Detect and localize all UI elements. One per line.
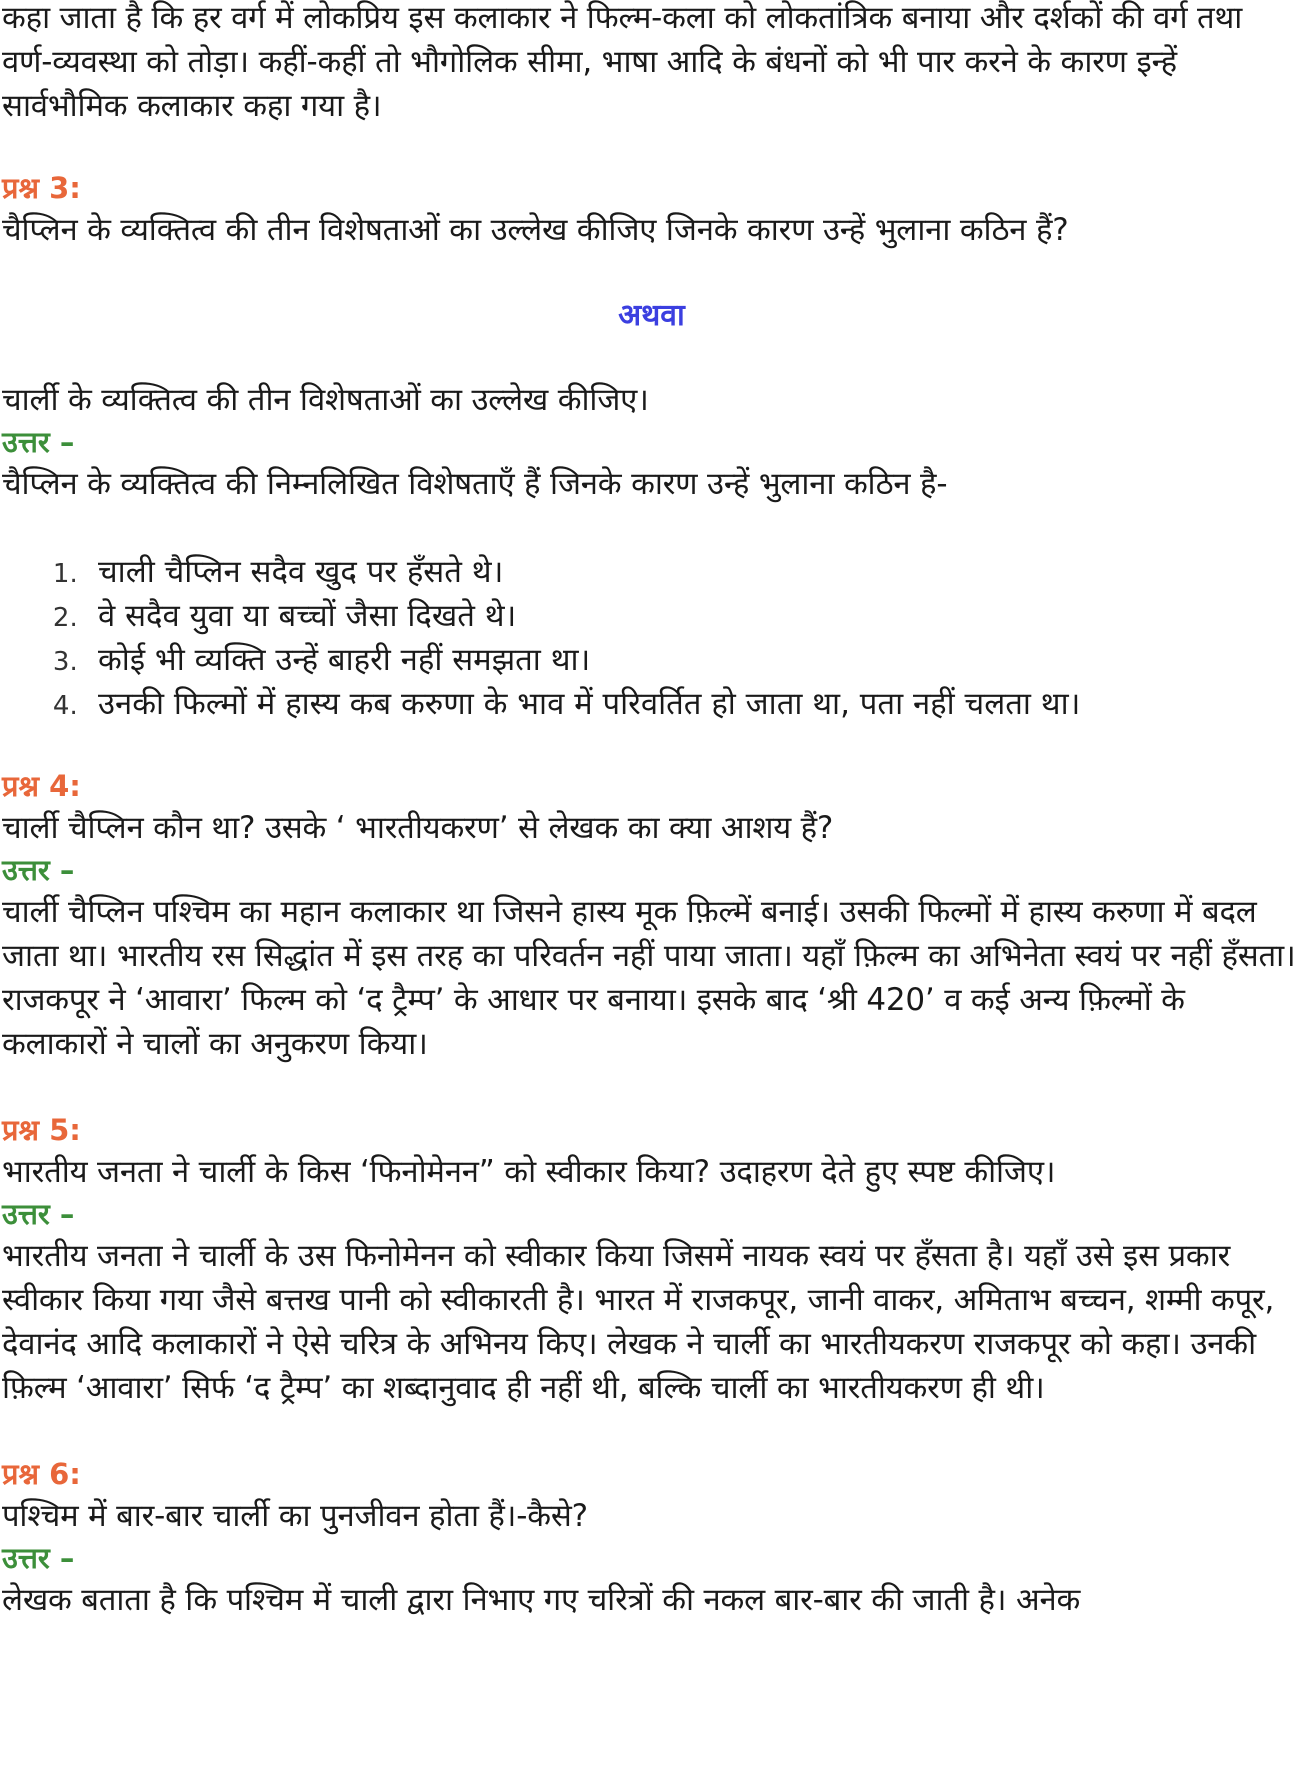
list-item: 1. चाली चैप्लिन सदैव खुद पर हँसते थे। [86,550,1299,594]
answer-6-text: लेखक बताता है कि पश्चिम में चाली द्वारा निभाए गए चरित्रों की नकल बार-बार की जाती है। अनेक [2,1582,1081,1618]
intro-paragraph: कहा जाता है कि हर वर्ग में लोकप्रिय इस कलाकार ने फिल्म-कला को लोकतांत्रिक बनाया और दर्शकों की वर्ग तथा वर्ण-व्यवस्था को तोड़ा। कहीं-कहीं तो भौगोलिक सीमा, भाषा आदि के बंधनों को भी पार करने के कारण इन्हें सार्वभौमिक कलाकार कहा गया है। [2,0,1243,124]
question-3-text: चैप्लिन के व्यक्तित्व की तीन विशेषताओं का उल्लेख कीजिए जिनके कारण उन्हें भुलाना कठिन हैं? [2,212,1069,248]
question-5-text: भारतीय जनता ने चार्ली के किस ‘फिनोमेनन” को स्वीकार किया? उदाहरण देते हुए स्पष्ट कीजिए। [2,1154,1056,1190]
question-6-label: प्रश्न 6: [2,1457,81,1491]
answer-6-label: उत्तर – [2,1541,75,1575]
answer-3-label: उत्तर – [2,425,75,459]
answer-4-label: उत्तर – [2,853,75,887]
answer-5-label: उत्तर – [2,1197,75,1231]
list-item: 3. कोई भी व्यक्ति उन्हें बाहरी नहीं समझता था। [86,638,1299,682]
answer-4-text: चार्ली चैप्लिन पश्चिम का महान कलाकार था जिसने हास्य मूक फ़िल्में बनाई। उसकी फिल्मों में हास्य करुणा में बदल जाता था। भारतीय रस सिद्धांत में इस तरह का परिवर्तन नहीं पाया जाता। यहाँ फ़िल्म का अभिनेता स्वयं पर नहीं हँसता। राजकपूर ने ‘आवारा’ फिल्म को ‘द ट्रैम्प’ के आधार पर बनाया। इसके बाद ‘श्री 420’ व कई अन्य फ़िल्मों के कलाकारों ने चालों का अनुकरण किया। [2,894,1296,1062]
answer-5-text: भारतीय जनता ने चार्ली के उस फिनोमेनन को स्वीकार किया जिसमें नायक स्वयं पर हँसता है। यहाँ उसे इस प्रकार स्वीकार किया गया जैसे बत्तख पानी को स्वीकारती है। भारत में राजकपूर, जानी वाकर, अमिताभ बच्चन, शम्मी कपूर, देवानंद आदि कलाकारों ने ऐसे चरित्र के अभिनय किए। लेखक ने चार्ली का भारतीयकरण राजकपूर को कहा। उनकी फ़िल्म ‘आवारा’ सिर्फ ‘द ट्रैम्प’ का शब्दानुवाद ही नहीं थी, बल्कि चार्ली का भारतीयकरण ही थी। [2,1238,1275,1406]
list-item: 2. वे सदैव युवा या बच्चों जैसा दिखते थे। [86,594,1299,638]
question-3-alt-text: चार्ली के व्यक्तित्व की तीन विशेषताओं का उल्लेख कीजिए। [2,382,649,418]
question-4-label: प्रश्न 4: [2,769,81,803]
answer-3-points [2,550,1299,726]
or-divider: अथवा [618,298,685,333]
answer-3-intro: चैप्लिन के व्यक्तित्व की निम्नलिखित विशेषताएँ हैं जिनके कारण उन्हें भुलाना कठिन है- [2,466,948,502]
list-item: 4. उनकी फिल्मों में हास्य कब करुणा के भाव में परिवर्तित हो जाता था, पता नहीं चलता था। [86,682,1299,726]
question-3-label: प्रश्न 3: [2,171,81,205]
question-4-text: चार्ली चैप्लिन कौन था? उसके ‘ भारतीयकरण’ से लेखक का क्या आशय हैं? [2,810,834,846]
question-6-text: पश्चिम में बार-बार चार्ली का पुनजीवन होता हैं।-कैसे? [2,1498,588,1534]
question-5-label: प्रश्न 5: [2,1113,81,1147]
